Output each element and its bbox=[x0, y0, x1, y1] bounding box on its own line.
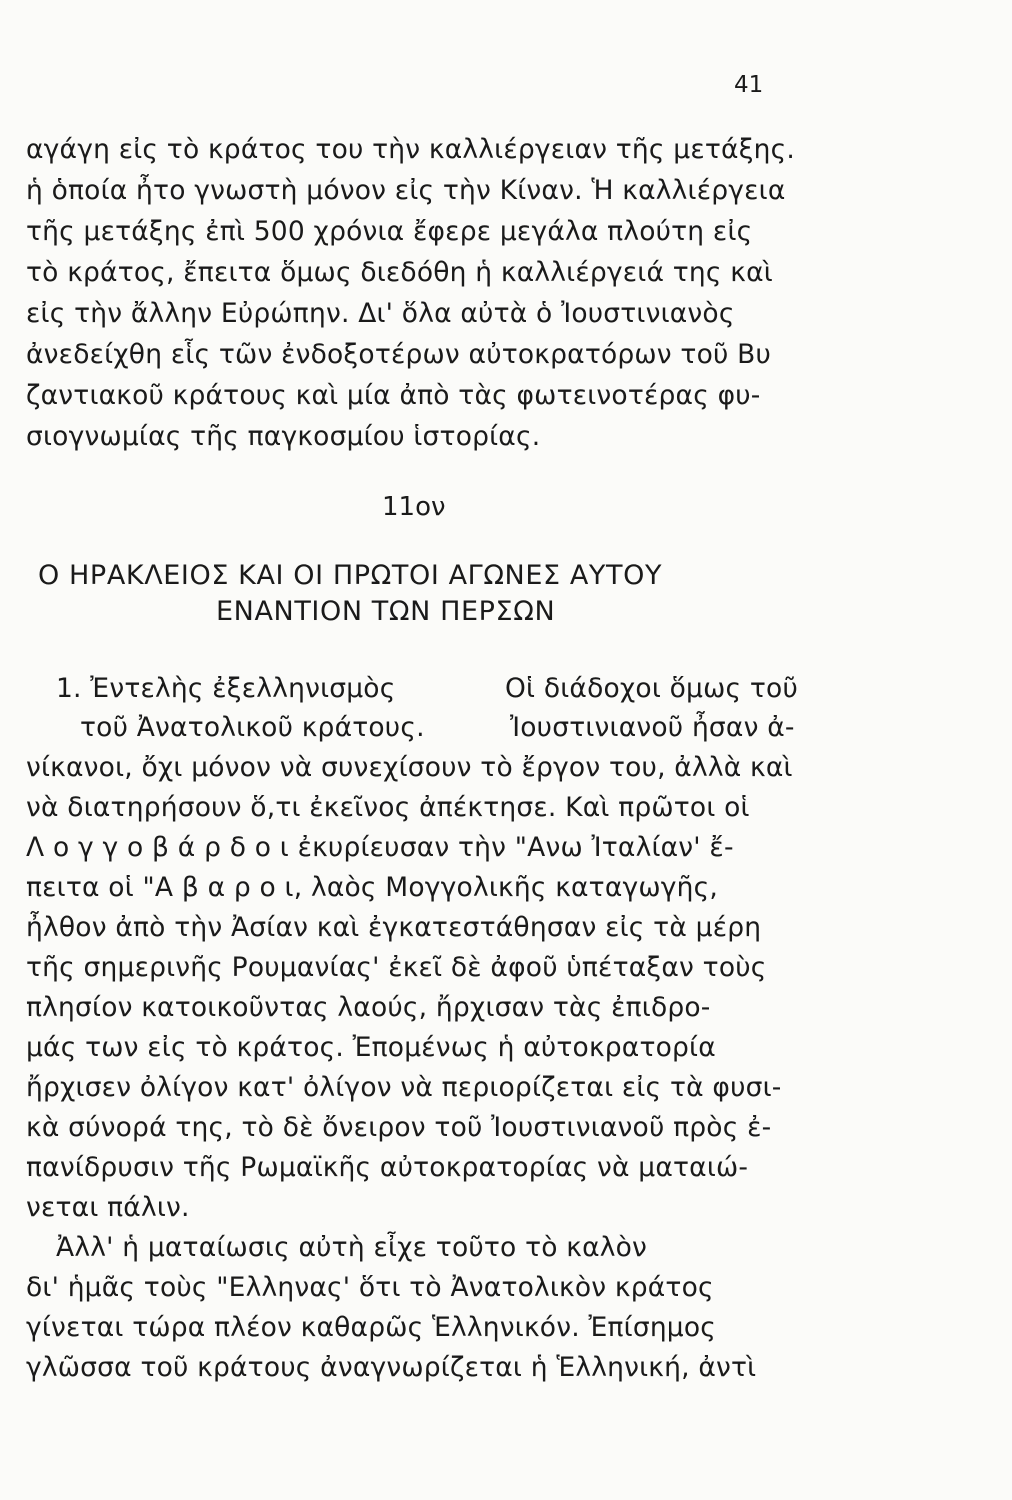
text-line: γίνεται τώρα πλέον καθαρῶς Ἑλληνικόν. Ἐπίσημος bbox=[26, 1312, 717, 1343]
text-line: ἦλθον ἀπὸ τὴν Ἀσίαν καὶ ἐγκατεστάθησαν εἰς τὰ μέρη bbox=[26, 912, 762, 943]
text-line: ἀνεδείχθη εἷς τῶν ἐνδοξοτέρων αὐτοκρατόρων τοῦ Βυ bbox=[26, 339, 772, 370]
text-line: ἤρχισεν ὀλίγον κατ' ὀλίγον νὰ περιορίζεται εἰς τὰ φυσι- bbox=[26, 1072, 782, 1103]
section-heading-part2: τοῦ Ἀνατολικοῦ κράτους. bbox=[80, 712, 425, 743]
text-line: νὰ διατηρήσουν ὅ,τι ἐκεῖνος ἀπέκτησε. Καὶ πρῶτοι οἱ bbox=[26, 792, 750, 823]
text-line: γλῶσσα τοῦ κράτους ἀναγνωρίζεται ἡ Ἑλληνική, ἀντὶ bbox=[26, 1352, 757, 1383]
text-line: Λ ο γ γ ο β ά ρ δ ο ι ἐκυρίευσαν τὴν "Ανω Ἰταλίαν' ἔ- bbox=[26, 832, 734, 863]
text-line: νεται πάλιν. bbox=[26, 1192, 190, 1223]
text-line: πανίδρυσιν τῆς Ρωμαϊκῆς αὐτοκρατορίας νὰ ματαιώ- bbox=[26, 1152, 749, 1183]
text-line: ζαντιακοῦ κράτους καὶ μία ἀπὸ τὰς φωτεινοτέρας φυ- bbox=[26, 380, 761, 411]
text-line: τῆς μετάξης ἐπὶ 500 χρόνια ἔφερε μεγάλα πλούτη εἰς bbox=[26, 216, 753, 247]
chapter-number: 11ον bbox=[382, 492, 446, 522]
page-number: 41 bbox=[734, 72, 764, 98]
text-line: Ἰουστινιανοῦ ἦσαν ἀ- bbox=[510, 712, 795, 743]
text-line: ἡ ὁποία ἦτο γνωστὴ μόνον εἰς τὴν Κίναν. Ἡ καλλιέργεια bbox=[26, 175, 786, 206]
chapter-title-line2: ΕΝΑΝΤΙΟΝ ΤΩΝ ΠΕΡΣΩΝ bbox=[216, 596, 556, 627]
text-line: Ἀλλ' ἡ ματαίωσις αὐτὴ εἶχε τοῦτο τὸ καλὸν bbox=[56, 1232, 648, 1263]
text-line: πλησίον κατοικοῦντας λαούς, ἤρχισαν τὰς ἐπιδρο- bbox=[26, 992, 711, 1023]
text-line: αγάγη εἰς τὸ κράτος του τὴν καλλιέργειαν τῆς μετάξης. bbox=[26, 134, 796, 165]
section-heading-part1: 1. Ἐντελὴς ἐξελληνισμὸς bbox=[56, 673, 396, 704]
text-line: μάς των εἰς τὸ κράτος. Ἐπομένως ἡ αὐτοκρατορία bbox=[26, 1032, 716, 1063]
text-line: τῆς σημερινῆς Ρουμανίας' ἐκεῖ δὲ ἀφοῦ ὑπέταξαν τοὺς bbox=[26, 952, 767, 983]
text-line: νίκανοι, ὄχι μόνον νὰ συνεχίσουν τὸ ἔργον του, ἀλλὰ καὶ bbox=[26, 752, 793, 783]
text-line: δι' ἡμᾶς τοὺς "Ελληνας' ὅτι τὸ Ἀνατολικὸν κράτος bbox=[26, 1272, 714, 1303]
text-line: Οἱ διάδοχοι ὅμως τοῦ bbox=[505, 673, 798, 704]
text-line: εἰς τὴν ἄλλην Εὐρώπην. Δι' ὅλα αὐτὰ ὁ Ἰουστινιανὸς bbox=[26, 298, 735, 329]
text-line: τὸ κράτος, ἔπειτα ὅμως διεδόθη ἡ καλλιέργειά της καὶ bbox=[26, 257, 773, 288]
chapter-title-line1: Ο ΗΡΑΚΛΕΙΟΣ ΚΑΙ ΟΙ ΠΡΩΤΟΙ ΑΓΩΝΕΣ ΑΥΤΟΥ bbox=[38, 560, 663, 591]
text-line: σιογνωμίας τῆς παγκοσμίου ἱστορίας. bbox=[26, 421, 541, 452]
text-line: κὰ σύνορά της, τὸ δὲ ὄνειρον τοῦ Ἰουστινιανοῦ πρὸς ἐ- bbox=[26, 1112, 772, 1143]
text-line: πειτα οἱ "Α β α ρ ο ι, λαὸς Μογγολικῆς καταγωγῆς, bbox=[26, 872, 719, 903]
